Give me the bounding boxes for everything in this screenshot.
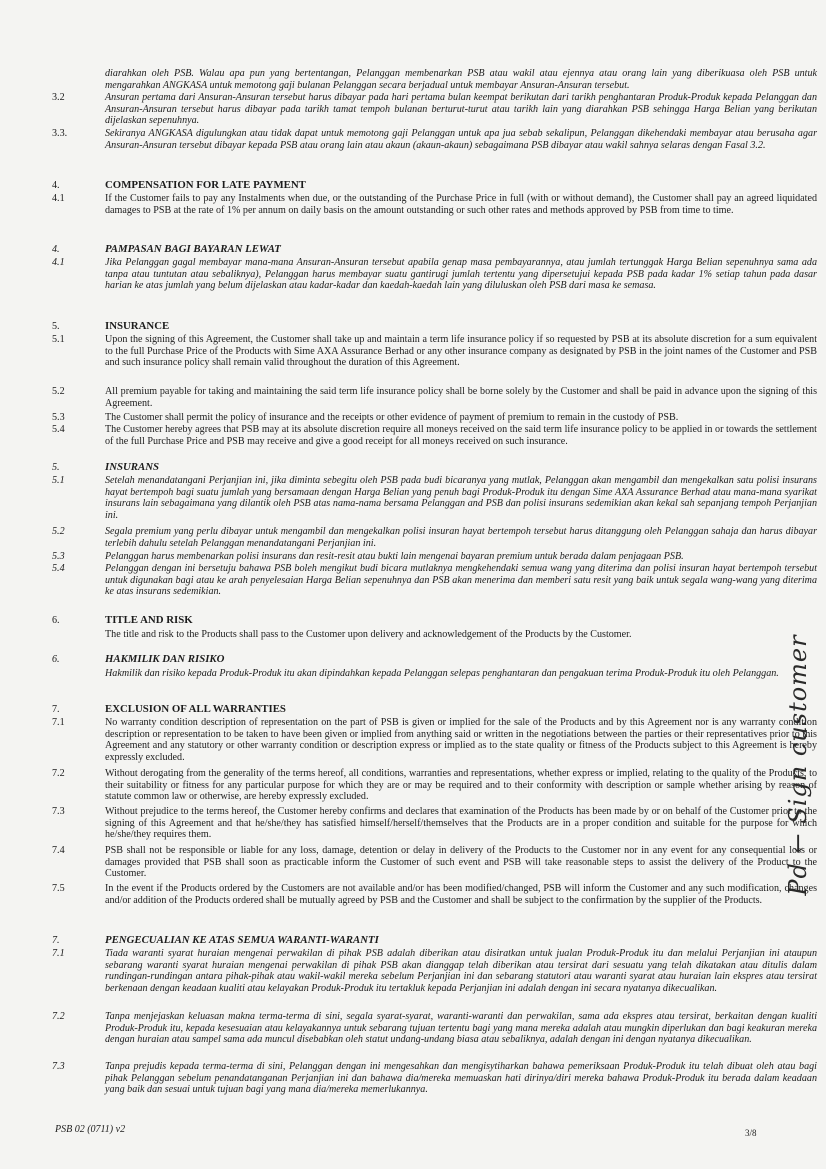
section-number: 4. xyxy=(52,180,60,191)
clause-number: 5.1 xyxy=(52,334,65,345)
clause-3-1-continuation xyxy=(52,68,817,92)
clause-text: All premium payable for taking and maintaining the said term life insurance policy shall be borne solely by the Customer and shall be paid in advance upon the signing of this Agreement. xyxy=(105,386,817,409)
clause-text: diarahkan oleh PSB. Walau apa pun yang bertentangan, Pelanggan membenarkan PSB atau wakil atau ejennya atau orang lain yang diberikuasa oleh PSB untuk mengarahkan ANGKASA untuk memotong gaji bulanan Pelanggan secara berjadual untuk membayar Ansuran-Ansuran tersebut. xyxy=(105,68,817,91)
section-heading: PAMPASAN BAGI BAYARAN LEWAT xyxy=(105,243,281,255)
section-heading: PENGECUALIAN KE ATAS SEMUA WARANTI-WARANTI xyxy=(105,934,379,946)
heading-insurans xyxy=(52,462,768,476)
heading-compensation xyxy=(52,180,768,194)
clause-number: 4.1 xyxy=(52,257,65,268)
clause-number: 3.2 xyxy=(52,92,65,103)
clause-text: The Customer hereby agrees that PSB may at its absolute discretion require all moneys received on the said term life insurance policy to be applied in or towards the settlement of the full Purchase Price and PSB may receive and give a good receipt for all moneys received on such insurance. xyxy=(105,424,817,447)
clause-number: 5.2 xyxy=(52,526,65,537)
clause-text: Without prejudice to the terms hereof, the Customer hereby confirms and declares that examination of the Products has been made by or on behalf of the Customer prior to the signing of this Agreement and that he/she/they has satisfied himself/herself/themselves that the Products are in a proper condition and suitable for the purpose for which he/she/they requires them. xyxy=(105,806,817,841)
clause-5-2-malay xyxy=(52,526,817,552)
clause-3-3-malay xyxy=(52,128,817,168)
section-number: 5. xyxy=(52,462,60,473)
clause-4-1 xyxy=(52,193,817,233)
clause-text: Tanpa prejudis kepada terma-terma di sini, Pelanggan dengan ini mengesahkan dan mengisytiharkan bahawa pemeriksaan Produk-Produk itu telah dibuat oleh atau bagi pihak Pelanggan sebelum penandatanganan Perjanjian ini dan bahawa dia/mereka memuaskan hati dirinya/diri mereka bahawa Produk-Produk itu berada dalam keadaan yang baik dan sesuai untuk tujuan bagi yang mana dia/mereka memerlukannya. xyxy=(105,1061,817,1096)
heading-pampasan xyxy=(52,244,768,258)
clause-text: Pelanggan harus membenarkan polisi insurans dan resit-resit atau bukti lain mengenai bayaran premium untuk berada dalam penjagaan PSB. xyxy=(105,551,684,562)
clause-5-2 xyxy=(52,386,817,412)
clause-6-text xyxy=(52,629,768,643)
clause-text: Without derogating from the generality of the terms hereof, all conditions, warranties and representations, whether express or implied, relating to the quality of the Products, to their suitability or fitness for any particular purpose for which they are or may be required and to their conformity with description or sample whether arising by reason of statute common law or otherwise, are hereby expressly excluded. xyxy=(105,768,817,803)
clause-3-2-malay xyxy=(52,92,817,132)
clause-7-1 xyxy=(52,717,817,769)
handwritten-text: Pd ← Sign customer xyxy=(784,634,812,896)
section-heading: INSURANCE xyxy=(105,320,170,332)
section-heading: INSURANS xyxy=(105,461,160,473)
section-heading: TITLE AND RISK xyxy=(105,614,193,626)
section-number: 7. xyxy=(52,935,60,946)
section-number: 7. xyxy=(52,704,60,715)
section-number: 6. xyxy=(52,654,60,665)
clause-text: The Customer shall permit the policy of insurance and the receipts or other evidence of payment of premium to remain in the custody of PSB. xyxy=(105,412,679,423)
clause-number: 7.1 xyxy=(52,717,65,728)
clause-number: 3.3. xyxy=(52,128,68,139)
clause-number: 5.3 xyxy=(52,551,65,562)
clause-text: The title and risk to the Products shall pass to the Customer upon delivery and acknowledgement of the Products by the Customer. xyxy=(105,629,632,640)
section-number: 5. xyxy=(52,321,60,332)
clause-7-4 xyxy=(52,845,817,885)
clause-number: 7.3 xyxy=(52,806,65,817)
clause-number: 7.1 xyxy=(52,948,65,959)
clause-text: Upon the signing of this Agreement, the Customer shall take up and maintain a term life insurance policy if so requested by PSB at its absolute discretion for a sum equivalent to the full Purchase Price of the Products with Sime AXA Assurance Berhad or any other insurance company as designated by PSB in the joint names of the Customer and PSB and such insurance policy shall remain valid throughout the duration of this Agreement. xyxy=(105,334,817,369)
section-heading: COMPENSATION FOR LATE PAYMENT xyxy=(105,179,306,191)
handwritten-margin-note xyxy=(770,615,826,915)
clause-5-4 xyxy=(52,424,817,450)
clause-number: 4.1 xyxy=(52,193,65,204)
clause-text: Tiada waranti syarat huraian mengenai perwakilan di pihak PSB adalah diberikan atau disiratkan untuk jualan Produk-Produk itu dan melalui Perjanjian ini ataupun sebarang waranti syarat huraian mengenai perwakilan di pihak PSB akan dianggap telah diberikan atau tersirat dari sesuatu yang telah dikatakan atau ditulis dalam rundingan-rundingan antara pihak-pihak atau wakil-wakil mereka sebelum Perjanjian ini dan sebarang statutori atau waranti syarat atau huraian lain ekspres atau tersirat berkenaan dengan keadaan kualiti atau kelayakan Produk-Produk itu tertakluk kepada Perjanjian ini adalah dengan ini secara nyatanya dikecualikan. xyxy=(105,948,817,994)
clause-text: Setelah menandatangani Perjanjian ini, jika diminta sebegitu oleh PSB pada budi bicaranya yang mutlak, Pelanggan akan mengambil dan mengekalkan satu polisi insurans hayat bertempoh bagi suatu jumlah yang bersamaan dengan Harga Belian yang penuh bagi Produk-Produk itu dengan Sime AXA Assurance Berhad atau mana-mana syarikat insurans lain sebagaimana yang dilantik oleh PSB atas nama-nama bersama Pelanggan and PSB dan polisi insurans sedemikian akan kekal sah sepanjang tempoh Perjanjian ini. xyxy=(105,475,817,521)
section-heading: HAKMILIK DAN RISIKO xyxy=(105,653,225,665)
clause-6-text-malay xyxy=(52,668,779,694)
clause-text: Segala premium yang perlu dibayar untuk mengambil dan mengekalkan polisi insuran hayat bertempoh tersebut harus ditanggung oleh Pelanggan sahaja dan harus dibayar terlebih dahulu setelah Pelanggan menandatangani Perjanjian ini. xyxy=(105,526,817,549)
clause-text: No warranty condition description of representation on the part of PSB is given or implied for the sale of the Products and by this Agreement nor is any warranty condition description or representation to be taken to have been given or implied from anything said or written in the negotiations between the parties or their representatives prior to this Agreement and any statutory or other warranty condition or description express or implied as to the state quality or fitness of the Products subject to this Agreement is hereby expressly excluded. xyxy=(105,717,817,763)
clause-number: 5.4 xyxy=(52,424,65,435)
clause-7-2 xyxy=(52,768,817,808)
clause-7-3 xyxy=(52,806,817,846)
clause-number: 7.3 xyxy=(52,1061,65,1072)
clause-5-1 xyxy=(52,334,817,386)
clause-text: Sekiranya ANGKASA digulungkan atau tidak dapat untuk memotong gaji Pelanggan untuk apa jua sebab sekalipun, Pelanggan dikehendaki membayar atau berusaha agar Ansuran-Ansuran tersebut dibayar kepada PSB atau orang lain atau akaun (akaun-akaun) sebagaimana PSB dibayar atau wakil sahnya selaras dengan Fasal 3.2. xyxy=(105,128,817,151)
clause-5-4-malay xyxy=(52,563,817,603)
clause-text: Hakmilik dan risiko kepada Produk-Produk itu akan dipindahkan kepada Pelanggan selepas penghantaran dan pengakuan terima Produk-Produk itu oleh Pelanggan. xyxy=(105,668,779,679)
clause-text: Ansuran pertama dari Ansuran-Ansuran tersebut harus dibayar pada hari pertama bulan keempat berikutan dari tarikh penghantaran Produk-Produk kepada Pelanggan dan Ansuran-Ansuran tersebut harus dibayar pada tarikh tamat tempoh bulanan berturut-turut atau tarikh lain yang diarahkan PSB sehingga Harga Belian yang berikutan dijelaskan sepenuhnya. xyxy=(105,92,817,127)
page-number: 3/8 xyxy=(745,1128,757,1138)
section-heading: EXCLUSION OF ALL WARRANTIES xyxy=(105,703,286,715)
clause-number: 7.2 xyxy=(52,1011,65,1022)
clause-number: 7.4 xyxy=(52,845,65,856)
heading-exclusion-of-warranties xyxy=(52,704,768,718)
clause-text: Pelanggan dengan ini bersetuju bahawa PSB boleh mengikut budi bicara mutlaknya mengkehendaki semua wang yang diterima dan polisi insuran hayat bertempoh tersebut untuk digunakan bagi atau ke arah penyelesaian Harga Belian sepenuhnya dan PSB akan menerima dan memberi satu resit yang baik untuk segala wang-wang yang diterima ke atas insurans sedemikian. xyxy=(105,563,817,598)
clause-number: 5.3 xyxy=(52,412,65,423)
clause-text: Jika Pelanggan gagal membayar mana-mana Ansuran-Ansuran tersebut apabila genap masa pembayarannya, atau jumlah tertunggak Harga Belian sepenuhnya sama ada tanpa atau tuntutan atau sebaliknya), Pelanggan harus membayar suatu gantirugi jumlah tertentu yang dipersetujui kepada PSB pada kadar 1% setiap tahun pada dasar harian ke atas jumlah yang belum dijelaskan atau kadar-kadar dan kaedah-kaedah lain yang diluluskan oleh PSB dari masa ke semasa. xyxy=(105,257,817,292)
clause-7-1-malay xyxy=(52,948,817,1012)
clause-text: In the event if the Products ordered by the Customers are not available and/or has been modified/changed, PSB will inform the Customer and any such modification, changes and/or addition of the Products ordered shall be mutually agreed by PSB and the Customer and shall be subject to the confirmation by the supplier of the Products. xyxy=(105,883,817,906)
clause-number: 5.4 xyxy=(52,563,65,574)
clause-text: Tanpa menjejaskan keluasan makna terma-terma di sini, segala syarat-syarat, waranti-waranti dan perwakilan, sama ada ekspres atau tersirat, berkaitan dengan kualiti Produk-Produk itu, kepada kesesuaian atau kelayakannya untuk sebarang tujuan tertentu bagi yang mana mereka adalah atau mungkin diperlukan dan bagi keakuran mereka dengan huraian atau sampel sama ada muncul disebabkan oleh statut undang-undang biasa atau sebaliknya, adalah dengan ini dengan nyatanya dikecualikan. xyxy=(105,1011,817,1046)
form-code-footer: PSB 02 (0711) v2 xyxy=(55,1124,126,1135)
clause-number: 7.2 xyxy=(52,768,65,779)
section-number: 6. xyxy=(52,615,60,626)
clause-7-2-malay xyxy=(52,1011,817,1063)
clause-4-1-malay xyxy=(52,257,817,309)
clause-5-1-malay xyxy=(52,475,817,527)
clause-7-5 xyxy=(52,883,817,923)
clause-number: 5.1 xyxy=(52,475,65,486)
handwritten-sign-customer-annotation xyxy=(770,615,826,915)
clause-number: 7.5 xyxy=(52,883,65,894)
heading-insurance xyxy=(52,321,768,335)
heading-hakmilik xyxy=(52,654,768,668)
clause-7-3-malay xyxy=(52,1061,817,1101)
section-number: 4. xyxy=(52,244,60,255)
clause-text: If the Customer fails to pay any Instalments when due, or the outstanding of the Purchase Price in full (with or without demand), the Customer shall pay an agreed liquidated damages to PSB at the rate of 1% per annum on daily basis on the amount outstanding or such other rates and methods approved by PSB from time to time. xyxy=(105,193,817,216)
heading-title-and-risk xyxy=(52,615,768,629)
heading-pengecualian xyxy=(52,935,768,949)
clause-text: PSB shall not be responsible or liable for any loss, damage, detention or delay in delivery of the Products to the Customer nor in any event for any consequential loss or damages provided that PSB shall soon as practicable inform the Customer of such event and PSB will take reasonable steps to assist the delivery of the Product to the Customer. xyxy=(105,845,817,880)
clause-number: 5.2 xyxy=(52,386,65,397)
